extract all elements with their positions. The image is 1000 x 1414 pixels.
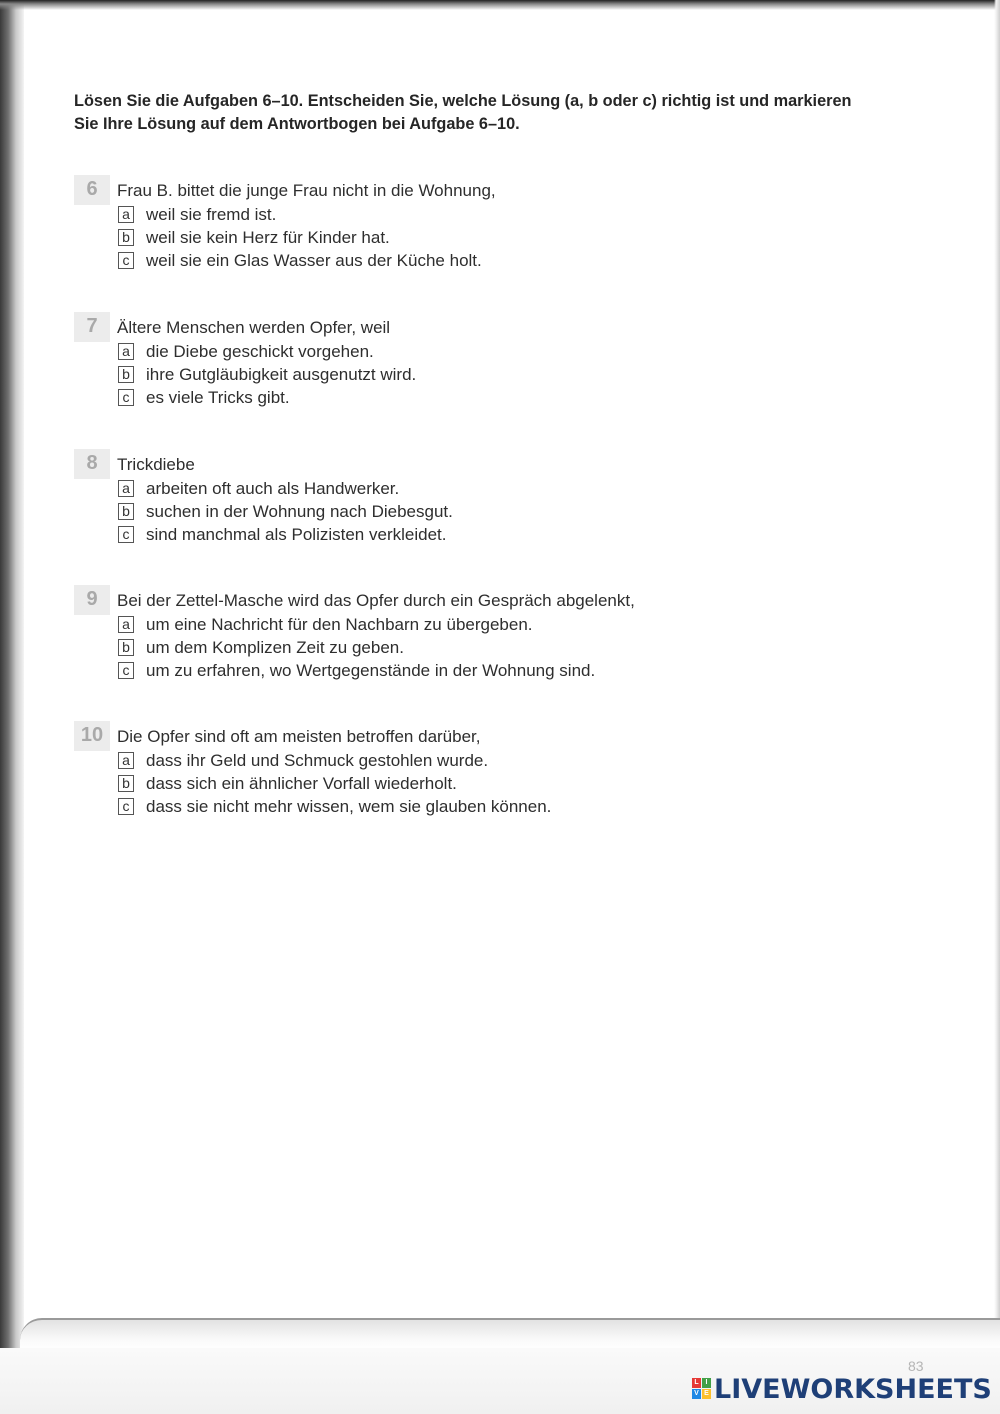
scan-edge-right	[994, 0, 1000, 1414]
logo-tile: E	[702, 1389, 711, 1399]
question-stem: Frau B. bittet die junge Frau nicht in die Wohnung,	[117, 181, 496, 200]
answer-checkbox[interactable]: a	[118, 480, 134, 497]
option-text: dass sie nicht mehr wissen, wem sie glauben können.	[146, 797, 552, 816]
answer-checkbox[interactable]: c	[118, 252, 134, 269]
page-number: 83	[908, 1358, 924, 1374]
question-stem: Die Opfer sind oft am meisten betroffen darüber,	[117, 727, 481, 746]
answer-checkbox[interactable]: c	[118, 798, 134, 815]
answer-checkbox[interactable]: a	[118, 752, 134, 769]
option-text: weil sie ein Glas Wasser aus der Küche holt.	[146, 251, 482, 270]
question-stem: Bei der Zettel-Masche wird das Opfer durch ein Gespräch abgelenkt,	[117, 591, 635, 610]
option-text: die Diebe geschickt vorgehen.	[146, 342, 374, 361]
answer-checkbox[interactable]: b	[118, 775, 134, 792]
answer-checkbox[interactable]: a	[118, 343, 134, 360]
question-stem: Trickdiebe	[117, 455, 195, 474]
answer-checkbox[interactable]: b	[118, 229, 134, 246]
task-instruction: Lösen Sie die Aufgaben 6–10. Entscheiden Sie, welche Lösung (a, b oder c) richtig ist und markieren Sie Ihre Lösung auf dem Antwortbogen bei Aufgabe 6–10.	[74, 92, 852, 133]
question-number: 7	[74, 312, 110, 342]
liveworksheets-logo-icon	[692, 1378, 712, 1400]
question-number: 6	[74, 175, 110, 205]
logo-tile: I	[702, 1378, 711, 1388]
option-text: um dem Komplizen Zeit zu geben.	[146, 638, 404, 657]
question-stem: Ältere Menschen werden Opfer, weil	[117, 318, 391, 337]
logo-tile: L	[692, 1378, 701, 1388]
logo-tile: V	[692, 1389, 701, 1399]
answer-checkbox[interactable]: b	[118, 639, 134, 656]
option-text: dass sich ein ähnlicher Vorfall wiederholt.	[146, 774, 457, 793]
question-number: 9	[74, 585, 110, 615]
answer-checkbox[interactable]: c	[118, 662, 134, 679]
answer-checkbox[interactable]: a	[118, 616, 134, 633]
answer-checkbox[interactable]: c	[118, 389, 134, 406]
option-text: dass ihr Geld und Schmuck gestohlen wurde.	[146, 751, 489, 770]
question-number: 10	[74, 721, 110, 751]
option-text: sind manchmal als Polizisten verkleidet.	[146, 525, 447, 544]
option-text: um eine Nachricht für den Nachbarn zu übergeben.	[146, 615, 533, 634]
option-text: um zu erfahren, wo Wertgegenstände in der Wohnung sind.	[146, 661, 596, 680]
option-text: es viele Tricks gibt.	[146, 388, 290, 407]
watermark-text: LIVEWORKSHEETS	[714, 1374, 992, 1405]
option-text: weil sie kein Herz für Kinder hat.	[146, 228, 390, 247]
option-text: weil sie fremd ist.	[146, 205, 277, 224]
page-curl	[20, 1318, 1000, 1350]
scan-shadow-left	[0, 0, 24, 1414]
question-number: 8	[74, 449, 110, 479]
answer-checkbox[interactable]: a	[118, 206, 134, 223]
answer-checkbox[interactable]: b	[118, 366, 134, 383]
answer-checkbox[interactable]: c	[118, 526, 134, 543]
option-text: arbeiten oft auch als Handwerker.	[146, 479, 400, 498]
answer-checkbox[interactable]: b	[118, 503, 134, 520]
option-text: suchen in der Wohnung nach Diebesgut.	[146, 502, 453, 521]
option-text: ihre Gutgläubigkeit ausgenutzt wird.	[146, 365, 417, 384]
scan-shadow-top	[0, 0, 1000, 10]
